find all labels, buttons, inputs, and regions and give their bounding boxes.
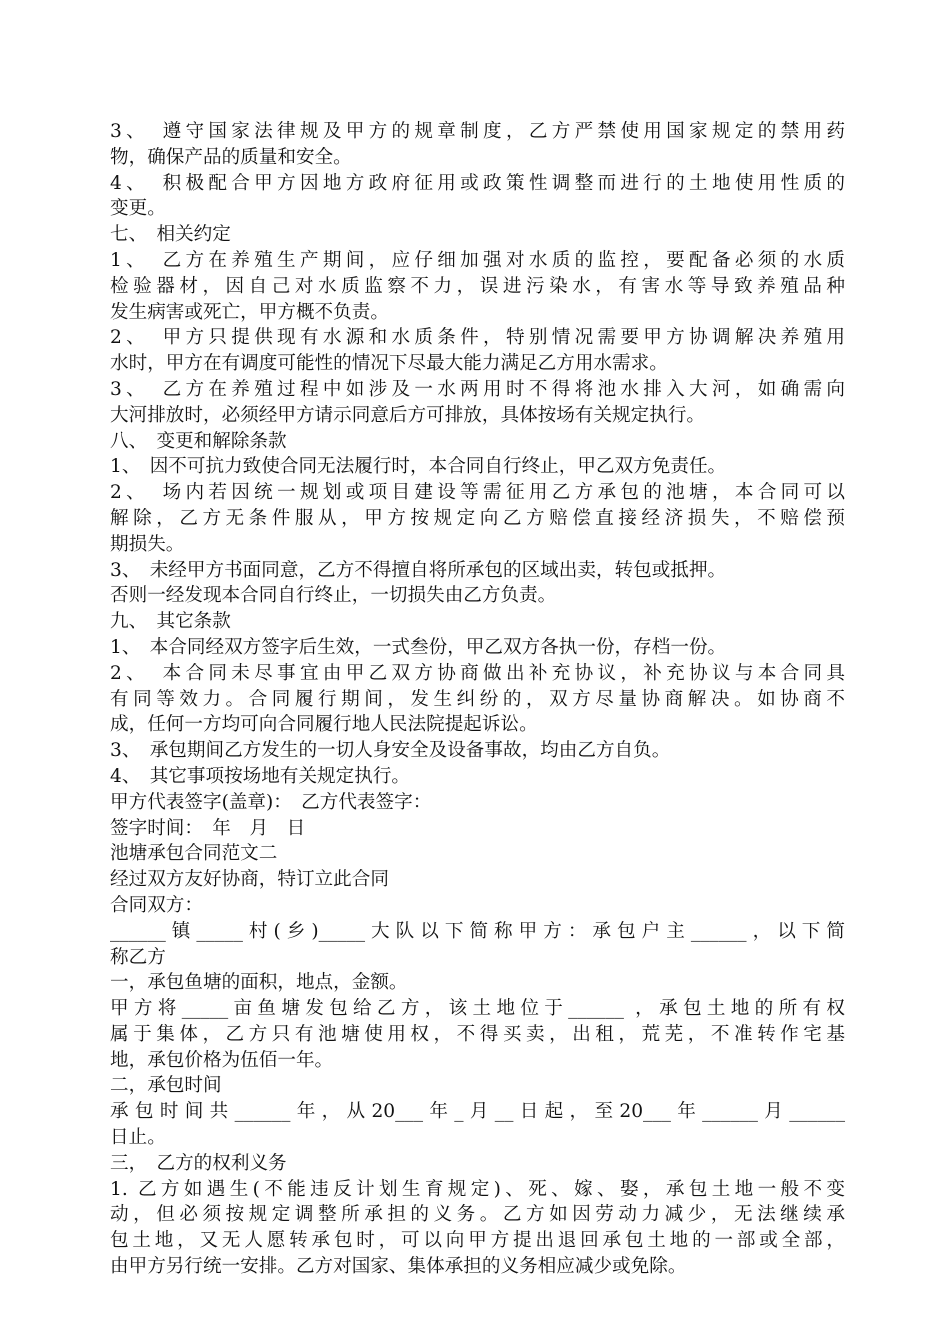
text-line: 1、 因不可抗力致使合同无法履行时，本合同自行终止，甲乙双方免责任。	[110, 456, 727, 478]
text-line: 日止。	[110, 1127, 166, 1149]
text-line: 承包时间共______年，从20___年_月__日起，至20___年______月______	[110, 1101, 845, 1123]
text-line: 签字时间： 年 月 日	[110, 817, 306, 839]
text-line: 九、 其它条款	[110, 611, 231, 633]
text-line: 3、 未经甲方书面同意，乙方不得擅自将所承包的区域出卖，转包或抵押。	[110, 559, 727, 581]
text-line: 2、 甲方只提供现有水源和水质条件，特别情况需要甲方协调解决养殖用	[110, 327, 845, 349]
text-line: 甲方代表签字(盖章)： 乙方代表签字：	[110, 791, 432, 813]
text-line: 检验器材，因自己对水质监察不力，误进污染水，有害水等导致养殖品种	[110, 275, 845, 297]
text-line: 合同双方：	[110, 894, 203, 916]
text-line: ______镇_____村(乡)_____大队以下简称甲方：承包户主______，以下简	[110, 920, 845, 942]
text-line: 八、 变更和解除条款	[110, 430, 287, 452]
text-line: 三， 乙方的权利义务	[110, 1152, 287, 1174]
text-line: 3、 乙方在养殖过程中如涉及一水两用时不得将池水排入大河，如确需向	[110, 378, 845, 400]
text-line: 由甲方另行统一安排。乙方对国家、集体承担的义务相应减少或免除。	[110, 1256, 687, 1278]
text-line: 解除，乙方无条件服从，甲方按规定向乙方赔偿直接经济损失，不赔偿预	[110, 507, 845, 529]
text-line: 动，但必须按规定调整所承担的义务。乙方如因劳动力减少，无法继续承	[110, 1204, 845, 1226]
text-line: 水时，甲方在有调度可能性的情况下尽最大能力满足乙方用水需求。	[110, 353, 668, 375]
document-page	[110, 119, 845, 1280]
text-line: 2、 本合同未尽事宜由甲乙双方协商做出补充协议，补充协议与本合同具	[110, 662, 845, 684]
text-line: 3、 遵守国家法律规及甲方的规章制度，乙方严禁使用国家规定的禁用药	[110, 121, 845, 142]
text-line: 1、 本合同经双方签字后生效，一式叁份，甲乙双方各执一份，存档一份。	[110, 636, 727, 658]
text-line: 二，承包时间	[110, 1075, 222, 1097]
text-line: 发生病害或死亡，甲方概不负责。	[110, 301, 389, 323]
text-line: 属于集体，乙方只有池塘使用权，不得买卖，出租，荒芜，不准转作宅基	[110, 1023, 845, 1045]
text-line: 2、 场内若因统一规划或项目建设等需征用乙方承包的池塘，本合同可以	[110, 482, 845, 504]
text-line: 3、 承包期间乙方发生的一切人身安全及设备事故，均由乙方自负。	[110, 740, 671, 762]
text-line: 物，确保产品的质量和安全。	[110, 146, 352, 168]
text-line: 期损失。	[110, 533, 185, 555]
text-line: 1、 乙方在养殖生产期间，应仔细加强对水质的监控，要配备必须的水质	[110, 249, 845, 271]
text-line: 一，承包鱼塘的面积，地点，金额。	[110, 972, 408, 994]
text-line: 包土地，又无人愿转承包时，可以向甲方提出退回承包土地的一部或全部，	[110, 1230, 845, 1252]
text-line: 有同等效力。合同履行期间，发生纠纷的，双方尽量协商解决。如协商不	[110, 688, 845, 710]
text-line: 否则一经发现本合同自行终止，一切损失由乙方负责。	[110, 585, 557, 607]
text-line: 地，承包价格为伍佰一年。	[110, 1049, 334, 1071]
text-line: 1. 乙方如遇生(不能违反计划生育规定)、死、嫁、娶，承包土地一般不变	[110, 1178, 845, 1200]
text-line: 经过双方友好协商，特订立此合同	[110, 869, 389, 891]
text-line: 4、 其它事项按场地有关规定执行。	[110, 765, 411, 787]
text-line: 甲方将_____亩鱼塘发包给乙方，该土地位于______ ，承包土地的所有权	[110, 998, 845, 1020]
text-line: 七、 相关约定	[110, 224, 231, 246]
text-line: 称乙方	[110, 946, 166, 968]
text-line: 成，任何一方均可向合同履行地人民法院提起诉讼。	[110, 714, 538, 736]
text-line: 变更。	[110, 198, 166, 220]
text-line: 池塘承包合同范文二	[110, 843, 278, 865]
text-line: 4、 积极配合甲方因地方政府征用或政策性调整而进行的土地使用性质的	[110, 172, 845, 194]
text-line: 大河排放时，必须经甲方请示同意后方可排放，具体按场有关规定执行。	[110, 404, 706, 426]
